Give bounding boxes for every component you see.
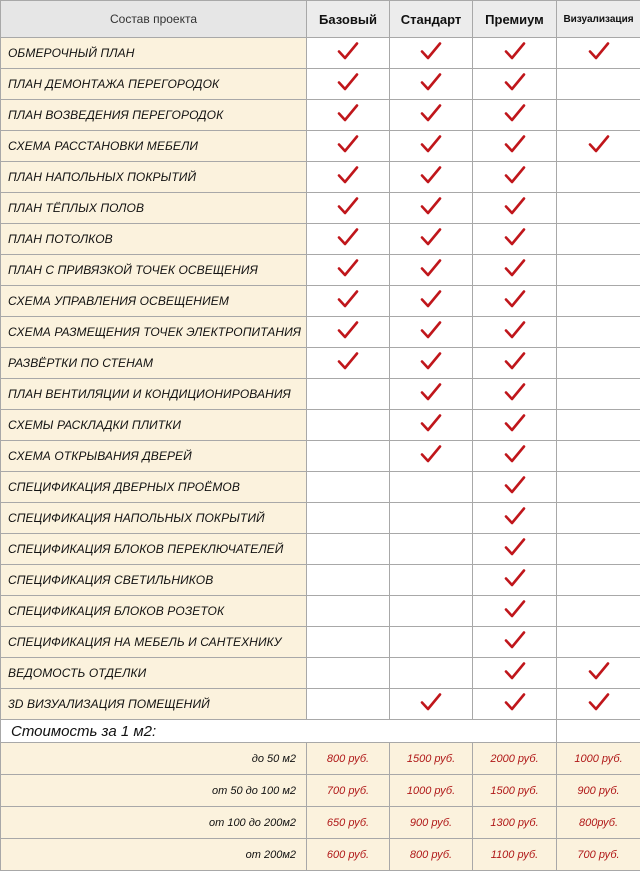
mark-cell-basic [307, 69, 390, 100]
check-icon [337, 351, 359, 371]
mark-cell-visualization [557, 38, 640, 69]
mark-cell-premium [473, 131, 557, 162]
mark-cell-visualization [557, 627, 640, 658]
price-basic: 700 руб. [307, 775, 390, 807]
check-icon [504, 692, 526, 712]
price-premium: 2000 руб. [473, 743, 557, 775]
check-icon [504, 382, 526, 402]
item-name: ПЛАН ВЕНТИЛЯЦИИ И КОНДИЦИОНИРОВАНИЯ [1, 379, 307, 410]
mark-cell-basic [307, 131, 390, 162]
item-row [1, 286, 640, 317]
check-icon [504, 196, 526, 216]
check-icon [504, 444, 526, 464]
mark-cell-premium [473, 627, 557, 658]
item-row [1, 379, 640, 410]
check-icon [337, 258, 359, 278]
check-icon [337, 72, 359, 92]
item-row [1, 410, 640, 441]
item-name: ПЛАН ПОТОЛКОВ [1, 224, 307, 255]
item-name: СХЕМЫ РАСКЛАДКИ ПЛИТКИ [1, 410, 307, 441]
check-icon [504, 289, 526, 309]
mark-cell-standard [390, 131, 473, 162]
price-basic: 600 руб. [307, 839, 390, 871]
check-icon [588, 661, 610, 681]
check-icon [504, 630, 526, 650]
item-name: ВЕДОМОСТЬ ОТДЕЛКИ [1, 658, 307, 689]
mark-cell-standard [390, 503, 473, 534]
item-name: СХЕМА УПРАВЛЕНИЯ ОСВЕЩЕНИЕМ [1, 286, 307, 317]
mark-cell-basic [307, 224, 390, 255]
item-row [1, 348, 640, 379]
mark-cell-premium [473, 162, 557, 193]
mark-cell-basic [307, 162, 390, 193]
mark-cell-premium [473, 596, 557, 627]
check-icon [420, 382, 442, 402]
item-row [1, 100, 640, 131]
check-icon [588, 134, 610, 154]
mark-cell-standard [390, 627, 473, 658]
price-standard: 1500 руб. [390, 743, 473, 775]
check-icon [420, 41, 442, 61]
item-name: ПЛАН ТЁПЛЫХ ПОЛОВ [1, 193, 307, 224]
price-visualization: 900 руб. [557, 775, 640, 807]
price-basic: 650 руб. [307, 807, 390, 839]
header-basic: Базовый [307, 1, 390, 38]
mark-cell-basic [307, 596, 390, 627]
price-visualization: 700 руб. [557, 839, 640, 871]
mark-cell-basic [307, 627, 390, 658]
check-icon [337, 41, 359, 61]
cost-title-blank [557, 720, 640, 743]
mark-cell-standard [390, 689, 473, 720]
check-icon [504, 165, 526, 185]
mark-cell-basic [307, 658, 390, 689]
item-row [1, 658, 640, 689]
check-icon [504, 258, 526, 278]
mark-cell-premium [473, 193, 557, 224]
mark-cell-visualization [557, 193, 640, 224]
mark-cell-standard [390, 441, 473, 472]
mark-cell-premium [473, 100, 557, 131]
mark-cell-standard [390, 100, 473, 131]
cost-title: Стоимость за 1 м2: [1, 720, 557, 743]
check-icon [420, 72, 442, 92]
item-row [1, 503, 640, 534]
mark-cell-standard [390, 565, 473, 596]
check-icon [337, 289, 359, 309]
mark-cell-standard [390, 193, 473, 224]
check-icon [588, 692, 610, 712]
mark-cell-visualization [557, 162, 640, 193]
price-row [1, 807, 640, 839]
mark-cell-premium [473, 38, 557, 69]
mark-cell-basic [307, 317, 390, 348]
mark-cell-standard [390, 317, 473, 348]
mark-cell-visualization [557, 224, 640, 255]
check-icon [504, 568, 526, 588]
mark-cell-standard [390, 38, 473, 69]
item-name: 3D ВИЗУАЛИЗАЦИЯ ПОМЕЩЕНИЙ [1, 689, 307, 720]
mark-cell-basic [307, 286, 390, 317]
mark-cell-visualization [557, 348, 640, 379]
item-name: СПЕЦИФИКАЦИЯ БЛОКОВ ПЕРЕКЛЮЧАТЕЛЕЙ [1, 534, 307, 565]
mark-cell-premium [473, 255, 557, 286]
mark-cell-standard [390, 410, 473, 441]
check-icon [504, 134, 526, 154]
item-name: ОБМЕРОЧНЫЙ ПЛАН [1, 38, 307, 69]
mark-cell-basic [307, 255, 390, 286]
item-row [1, 255, 640, 286]
mark-cell-premium [473, 286, 557, 317]
price-area-label: от 200м2 [1, 839, 307, 871]
mark-cell-standard [390, 348, 473, 379]
check-icon [588, 41, 610, 61]
price-row [1, 775, 640, 807]
mark-cell-premium [473, 224, 557, 255]
mark-cell-basic [307, 38, 390, 69]
mark-cell-visualization [557, 689, 640, 720]
header-project: Состав проекта [1, 1, 307, 38]
mark-cell-premium [473, 689, 557, 720]
mark-cell-standard [390, 255, 473, 286]
mark-cell-basic [307, 472, 390, 503]
price-area-label: от 50 до 100 м2 [1, 775, 307, 807]
price-visualization: 1000 руб. [557, 743, 640, 775]
cost-body [1, 720, 640, 871]
price-premium: 1300 руб. [473, 807, 557, 839]
header-row [1, 1, 640, 38]
item-name: ПЛАН С ПРИВЯЗКОЙ ТОЧЕК ОСВЕЩЕНИЯ [1, 255, 307, 286]
mark-cell-premium [473, 565, 557, 596]
price-basic: 800 руб. [307, 743, 390, 775]
check-icon [337, 165, 359, 185]
mark-cell-premium [473, 410, 557, 441]
price-area-label: от 100 до 200м2 [1, 807, 307, 839]
mark-cell-visualization [557, 441, 640, 472]
check-icon [504, 599, 526, 619]
item-row [1, 565, 640, 596]
item-row [1, 131, 640, 162]
mark-cell-visualization [557, 100, 640, 131]
item-name: СПЕЦИФИКАЦИЯ ДВЕРНЫХ ПРОЁМОВ [1, 472, 307, 503]
mark-cell-premium [473, 441, 557, 472]
price-standard: 900 руб. [390, 807, 473, 839]
mark-cell-visualization [557, 379, 640, 410]
mark-cell-visualization [557, 472, 640, 503]
check-icon [420, 165, 442, 185]
item-row [1, 689, 640, 720]
mark-cell-visualization [557, 255, 640, 286]
mark-cell-visualization [557, 286, 640, 317]
check-icon [420, 413, 442, 433]
price-standard: 1000 руб. [390, 775, 473, 807]
check-icon [420, 692, 442, 712]
check-icon [337, 196, 359, 216]
item-name: СПЕЦИФИКАЦИЯ НАПОЛЬНЫХ ПОКРЫТИЙ [1, 503, 307, 534]
price-standard: 800 руб. [390, 839, 473, 871]
price-visualization: 800руб. [557, 807, 640, 839]
mark-cell-basic [307, 379, 390, 410]
check-icon [504, 475, 526, 495]
mark-cell-premium [473, 534, 557, 565]
check-icon [420, 196, 442, 216]
header-visualization: Визуализация [557, 1, 640, 38]
item-row [1, 472, 640, 503]
mark-cell-premium [473, 69, 557, 100]
item-name: СПЕЦИФИКАЦИЯ СВЕТИЛЬНИКОВ [1, 565, 307, 596]
item-name: СХЕМА РАЗМЕЩЕНИЯ ТОЧЕК ЭЛЕКТРОПИТАНИЯ [1, 317, 307, 348]
mark-cell-standard [390, 162, 473, 193]
check-icon [337, 320, 359, 340]
mark-cell-standard [390, 534, 473, 565]
item-name: ПЛАН ДЕМОНТАЖА ПЕРЕГОРОДОК [1, 69, 307, 100]
mark-cell-basic [307, 534, 390, 565]
check-icon [420, 258, 442, 278]
item-name: СПЕЦИФИКАЦИЯ НА МЕБЕЛЬ И САНТЕХНИКУ [1, 627, 307, 658]
price-premium: 1500 руб. [473, 775, 557, 807]
mark-cell-basic [307, 689, 390, 720]
mark-cell-basic [307, 410, 390, 441]
mark-cell-visualization [557, 410, 640, 441]
check-icon [420, 320, 442, 340]
item-row [1, 627, 640, 658]
item-name: СХЕМА РАССТАНОВКИ МЕБЕЛИ [1, 131, 307, 162]
mark-cell-basic [307, 441, 390, 472]
check-icon [420, 289, 442, 309]
mark-cell-standard [390, 658, 473, 689]
check-icon [504, 72, 526, 92]
cost-title-row [1, 720, 640, 743]
mark-cell-visualization [557, 596, 640, 627]
mark-cell-visualization [557, 658, 640, 689]
check-icon [504, 227, 526, 247]
mark-cell-visualization [557, 131, 640, 162]
mark-cell-premium [473, 379, 557, 410]
mark-cell-premium [473, 317, 557, 348]
check-icon [420, 134, 442, 154]
mark-cell-basic [307, 565, 390, 596]
item-name: РАЗВЁРТКИ ПО СТЕНАМ [1, 348, 307, 379]
mark-cell-visualization [557, 69, 640, 100]
item-row [1, 193, 640, 224]
mark-cell-visualization [557, 565, 640, 596]
check-icon [420, 444, 442, 464]
mark-cell-premium [473, 503, 557, 534]
item-row [1, 38, 640, 69]
item-name: ПЛАН ВОЗВЕДЕНИЯ ПЕРЕГОРОДОК [1, 100, 307, 131]
price-premium: 1100 руб. [473, 839, 557, 871]
item-name: СПЕЦИФИКАЦИЯ БЛОКОВ РОЗЕТОК [1, 596, 307, 627]
check-icon [337, 227, 359, 247]
item-row [1, 596, 640, 627]
price-row [1, 839, 640, 871]
mark-cell-visualization [557, 503, 640, 534]
item-row [1, 224, 640, 255]
check-icon [504, 413, 526, 433]
check-icon [504, 320, 526, 340]
mark-cell-standard [390, 69, 473, 100]
item-name: СХЕМА ОТКРЫВАНИЯ ДВЕРЕЙ [1, 441, 307, 472]
mark-cell-visualization [557, 534, 640, 565]
item-row [1, 317, 640, 348]
item-row [1, 162, 640, 193]
mark-cell-visualization [557, 317, 640, 348]
mark-cell-premium [473, 658, 557, 689]
mark-cell-standard [390, 472, 473, 503]
items-body [1, 38, 640, 720]
check-icon [504, 661, 526, 681]
check-icon [420, 227, 442, 247]
check-icon [337, 103, 359, 123]
check-icon [504, 351, 526, 371]
mark-cell-basic [307, 193, 390, 224]
mark-cell-basic [307, 100, 390, 131]
check-icon [420, 103, 442, 123]
mark-cell-standard [390, 379, 473, 410]
check-icon [504, 537, 526, 557]
check-icon [504, 103, 526, 123]
mark-cell-standard [390, 286, 473, 317]
check-icon [504, 41, 526, 61]
header-standard: Стандарт [390, 1, 473, 38]
item-row [1, 69, 640, 100]
item-name: ПЛАН НАПОЛЬНЫХ ПОКРЫТИЙ [1, 162, 307, 193]
check-icon [337, 134, 359, 154]
mark-cell-standard [390, 596, 473, 627]
item-row [1, 441, 640, 472]
mark-cell-basic [307, 348, 390, 379]
mark-cell-standard [390, 224, 473, 255]
mark-cell-basic [307, 503, 390, 534]
check-icon [504, 506, 526, 526]
mark-cell-premium [473, 472, 557, 503]
header-premium: Премиум [473, 1, 557, 38]
mark-cell-premium [473, 348, 557, 379]
check-icon [420, 351, 442, 371]
price-row [1, 743, 640, 775]
price-area-label: до 50 м2 [1, 743, 307, 775]
item-row [1, 534, 640, 565]
